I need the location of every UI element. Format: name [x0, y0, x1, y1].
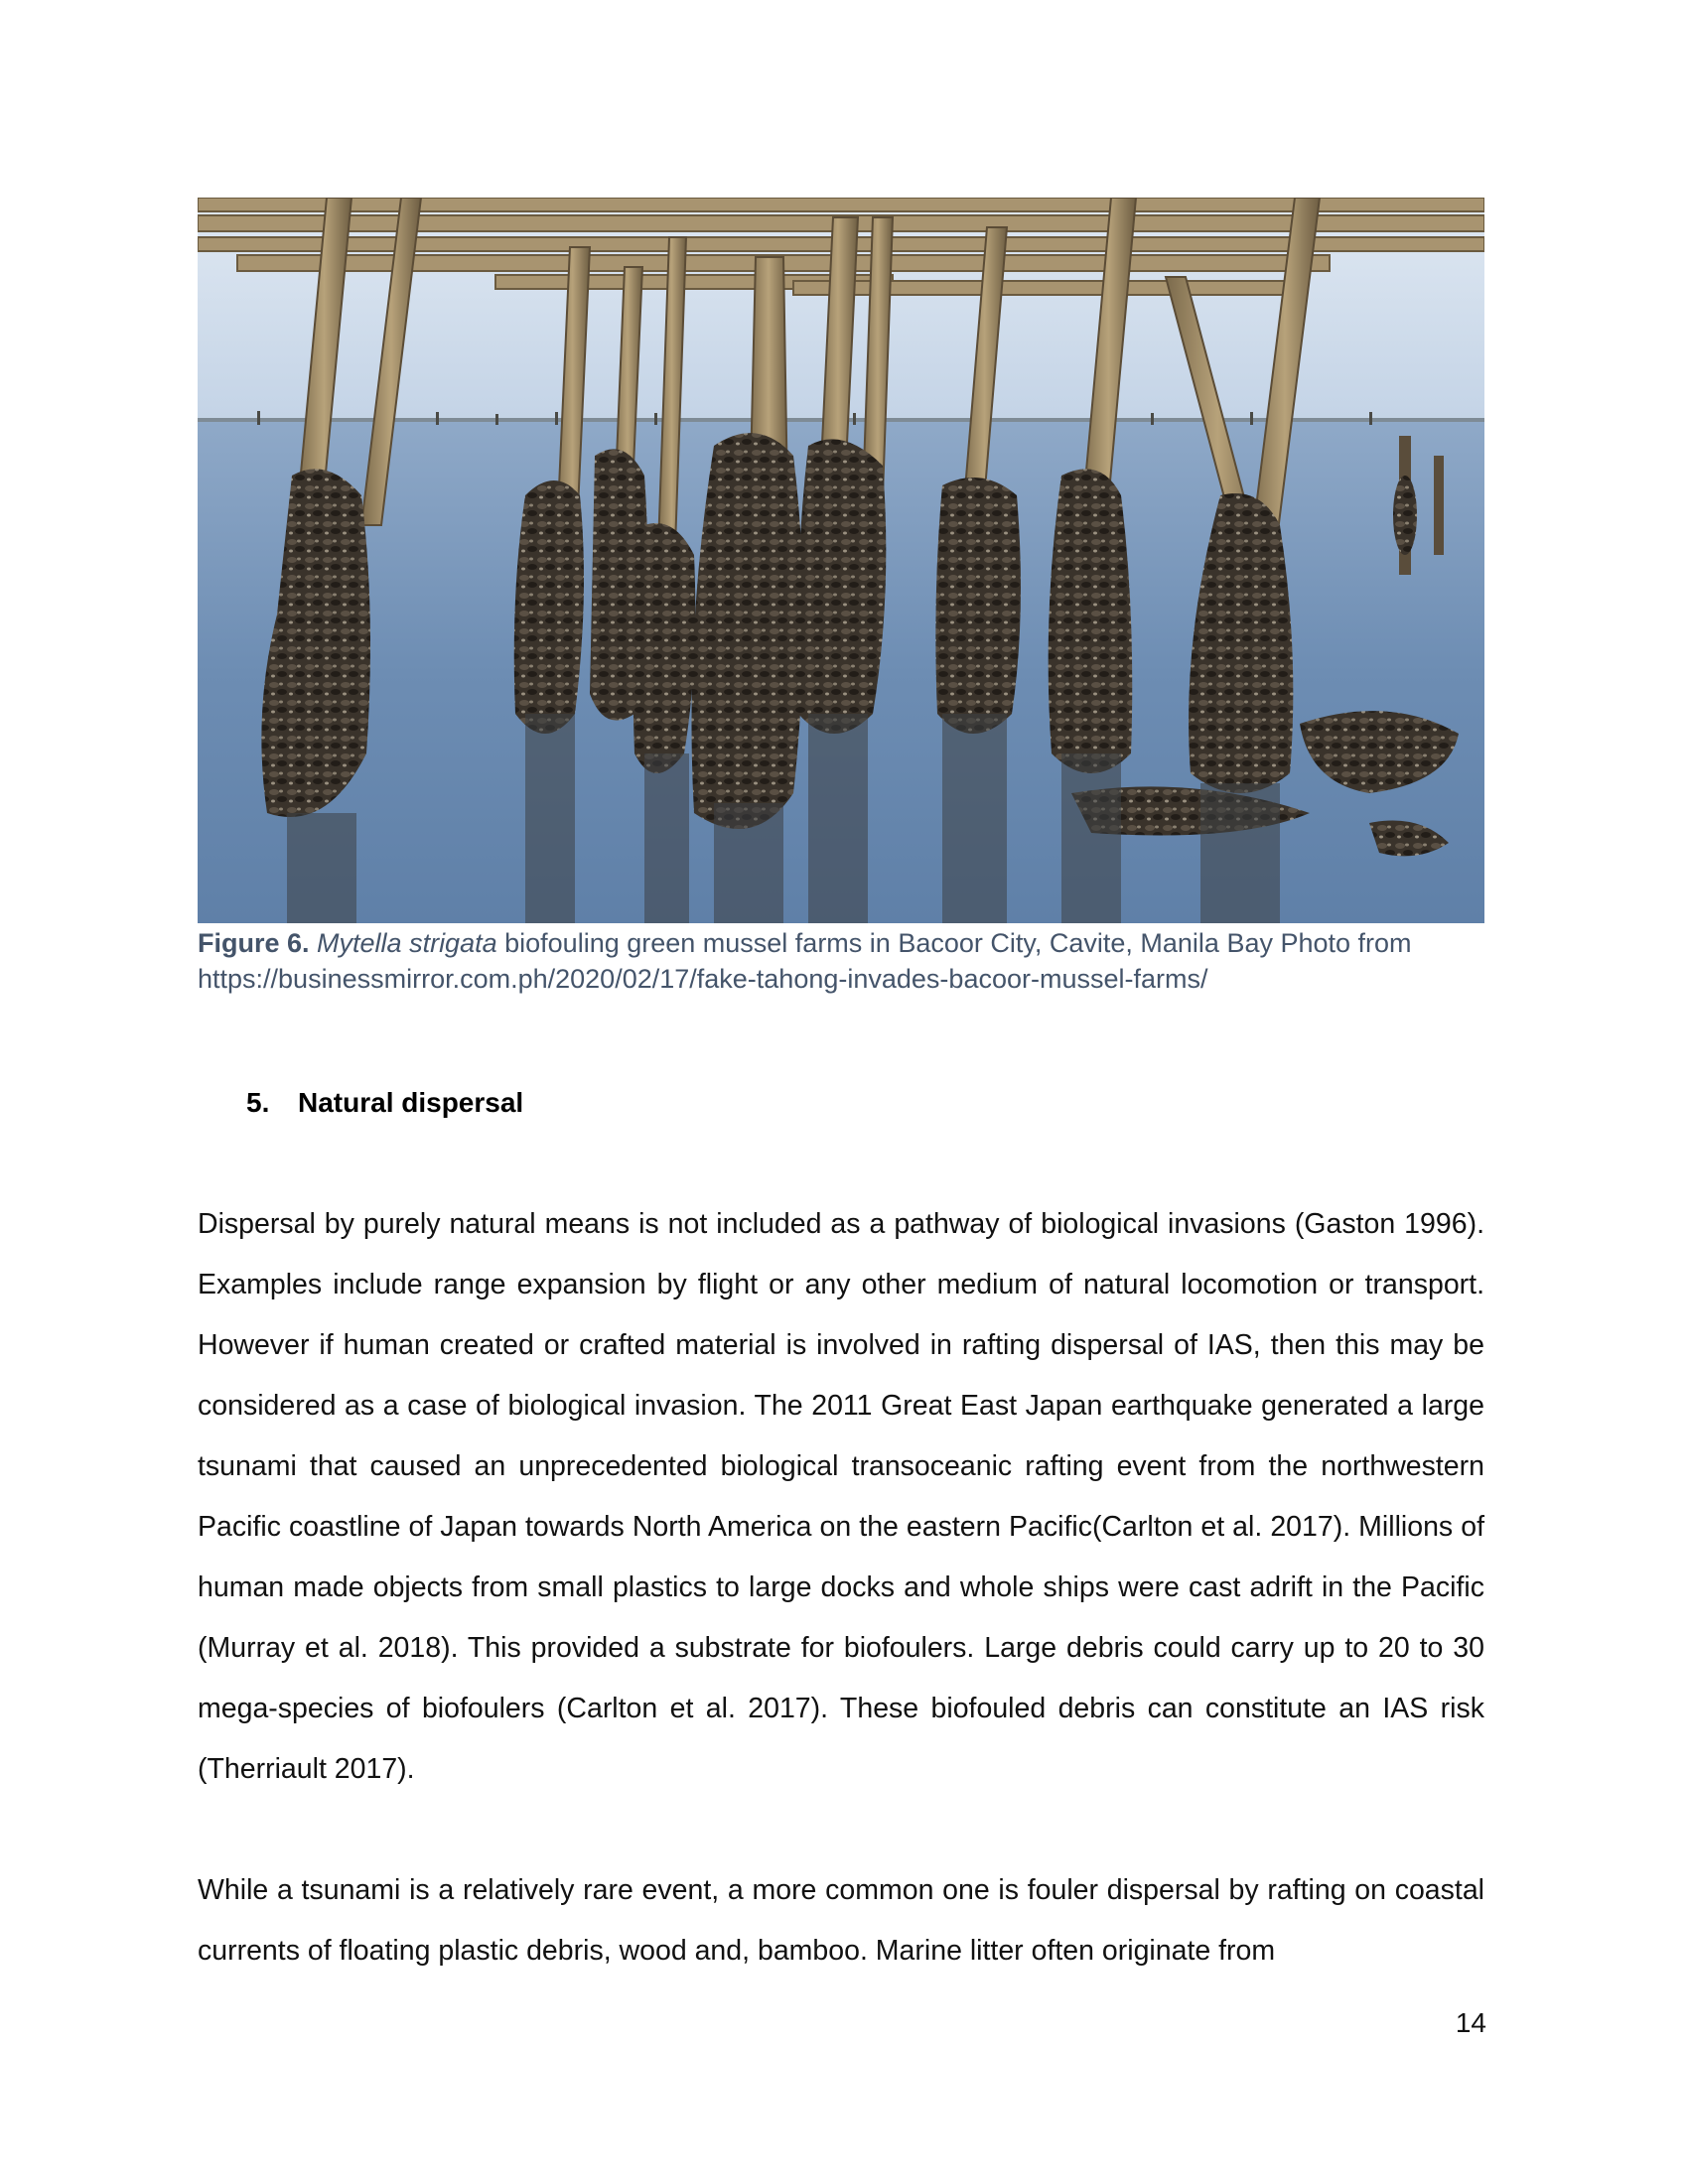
mussel-farm-photo: [198, 198, 1484, 923]
figure-photo: [198, 198, 1484, 923]
body-paragraph-2: While a tsunami is a relatively rare event, a more common one is fouler dispersal by rafting on coastal currents of floating plastic debris, wood and, bamboo. Marine litter often originate from: [198, 1874, 1484, 1967]
section-heading: [246, 1087, 523, 1119]
page-number: 14: [1455, 2007, 1486, 2038]
caption-text: biofouling green mussel farms in Bacoor City, Cavite, Manila Bay Photo from https://businessmirror.com.ph/2020/02/17/fake-tahong-invades-bacoor-mussel-farms/: [198, 928, 1412, 994]
body-paragraph-1: Dispersal by purely natural means is not included as a pathway of biological invasions (Gaston 1996). Examples include range expansion by flight or any other medium of natural locomotion or transport. However if human created or crafted material is involved in rafting dispersal of IAS, then this may be considered as a case of biological invasion. The 2011 Great East Japan earthquake generated a large tsunami that caused an unprecedented biological transoceanic rafting event from the northwestern Pacific coastline of Japan towards North America on the eastern Pacific(Carlton et al. 2017). Millions of human made objects from small plastics to large docks and whole ships were cast adrift in the Pacific (Murray et al. 2018). This provided a substrate for biofoulers. Large debris could carry up to 20 to 30 mega-species of biofoulers (Carlton et al. 2017). These biofouled debris can constitute an IAS risk (Therriault 2017).: [198, 1208, 1484, 1785]
species-name: Mytella strigata: [317, 928, 497, 958]
figure-caption: [198, 925, 1488, 997]
section-number: 5.: [246, 1087, 270, 1118]
figure-label: Figure 6.: [198, 928, 310, 958]
section-title: Natural dispersal: [298, 1087, 524, 1118]
